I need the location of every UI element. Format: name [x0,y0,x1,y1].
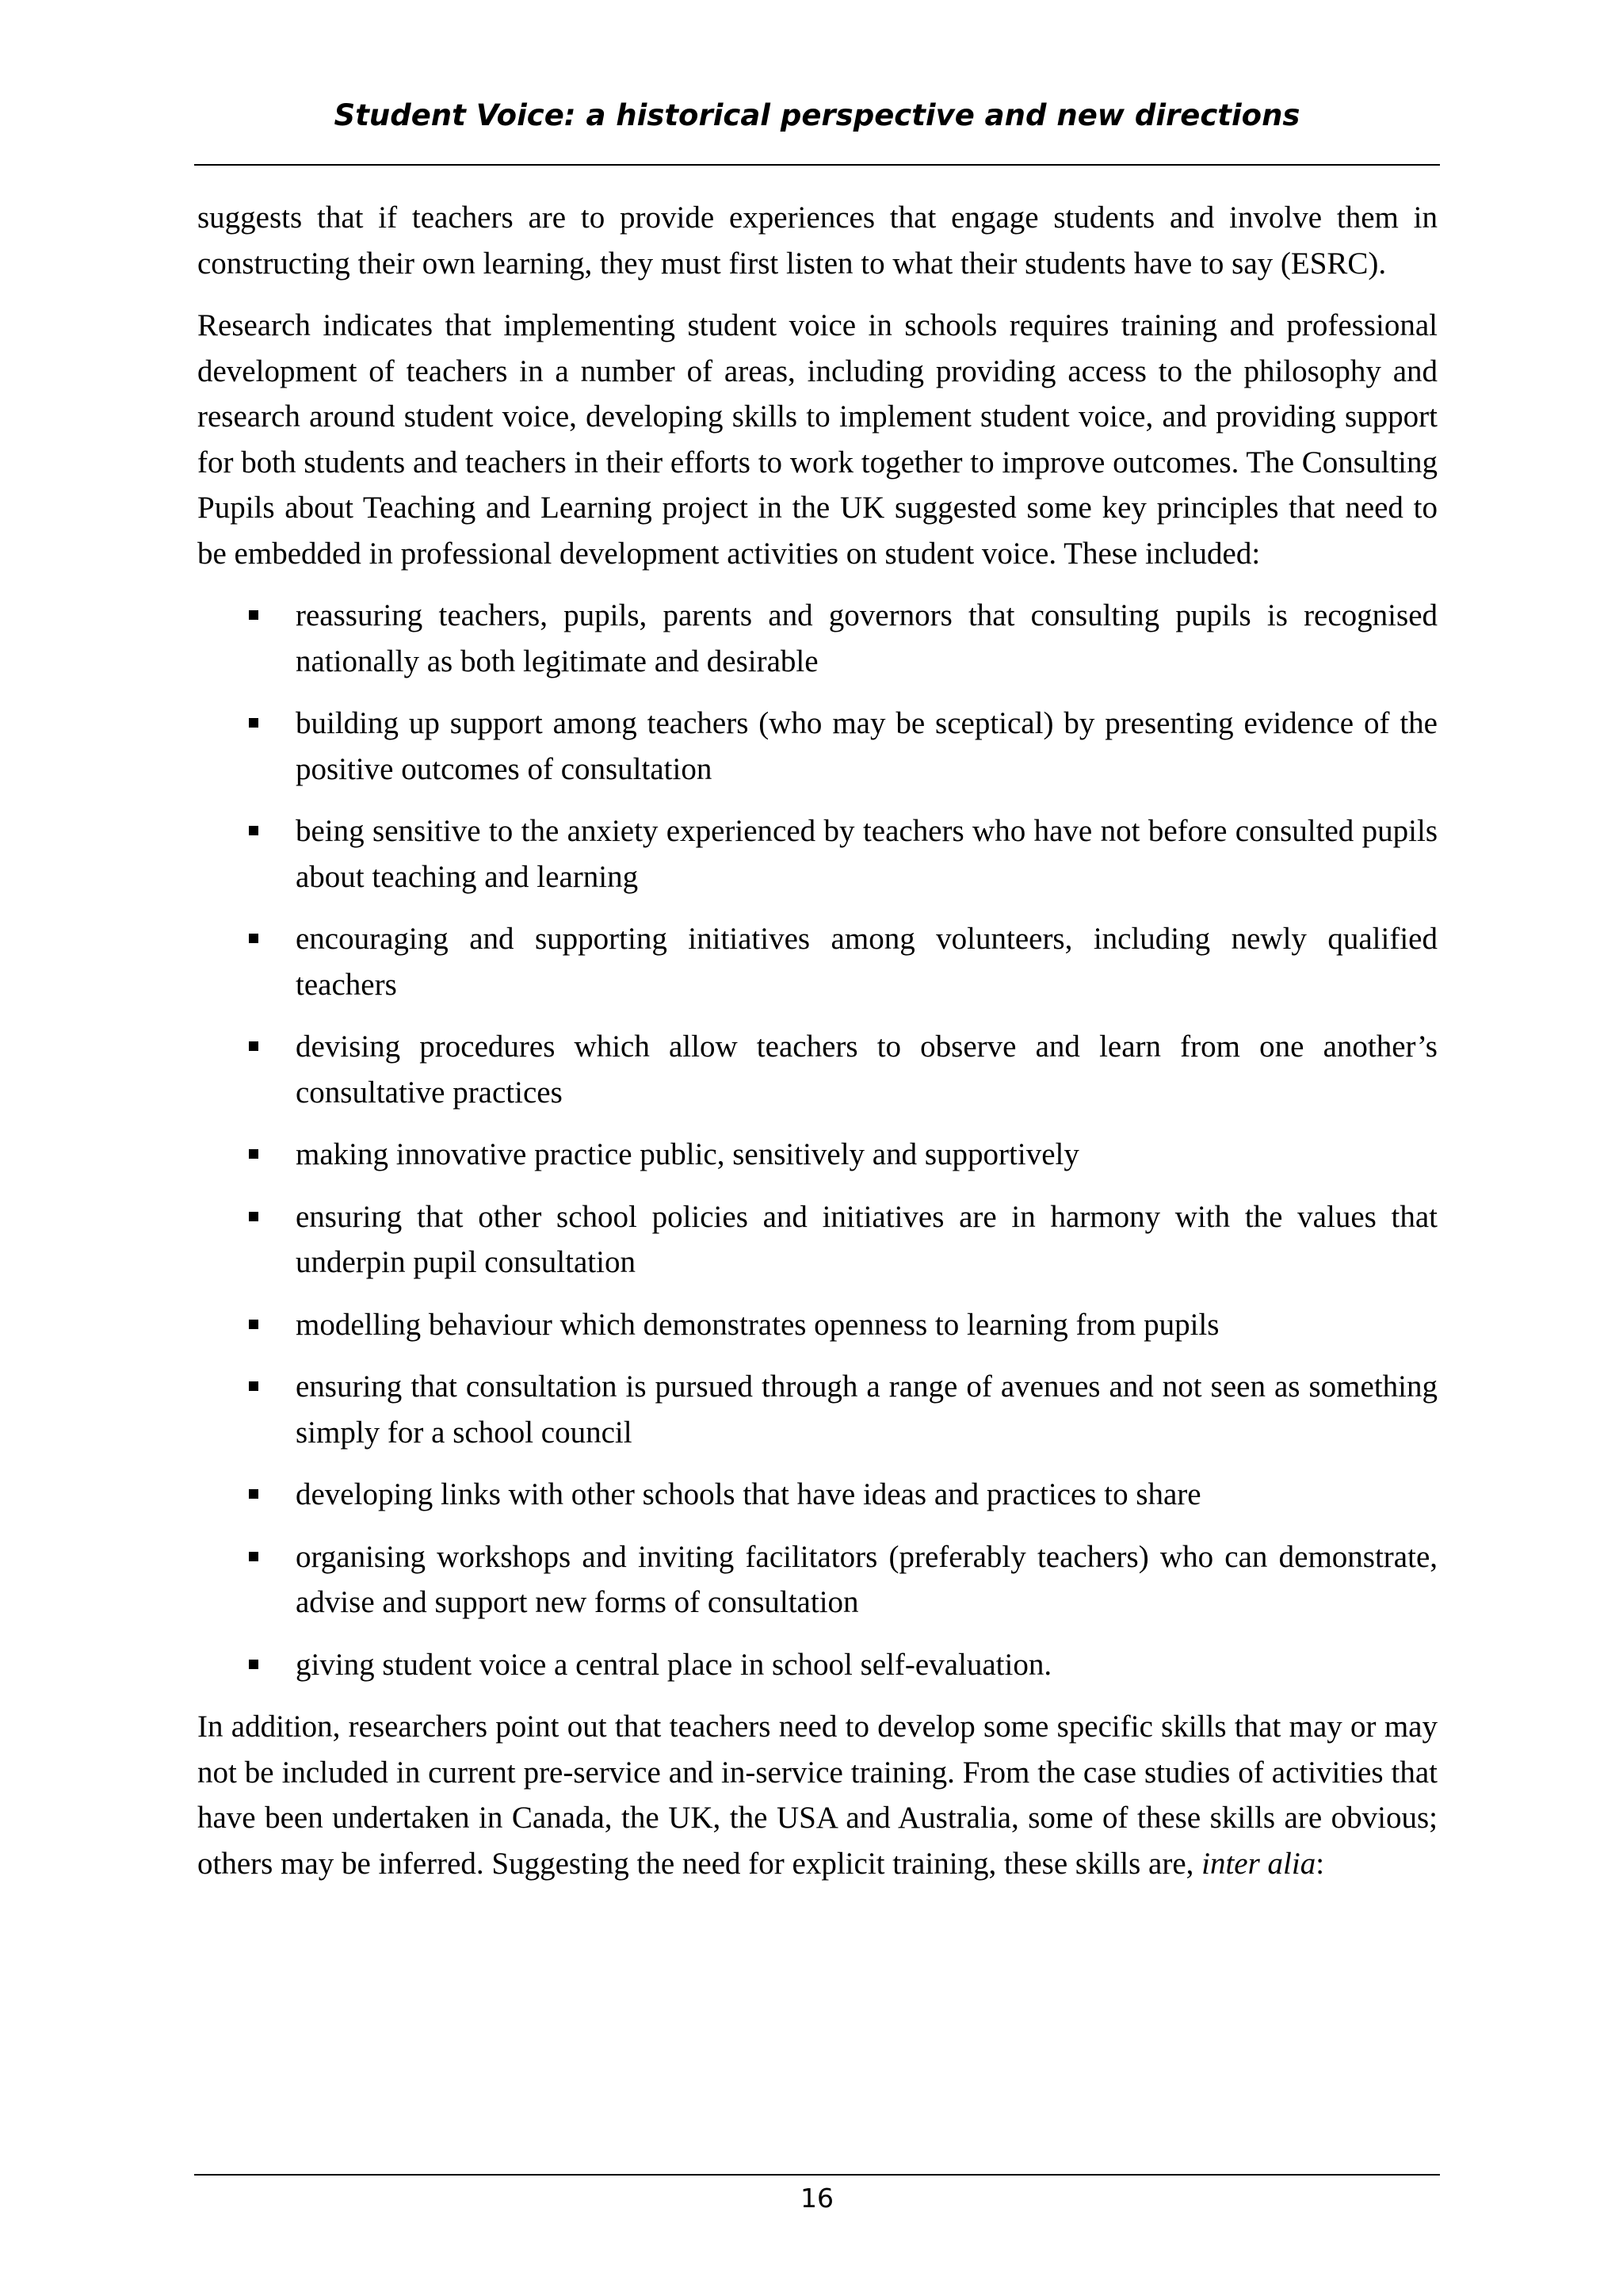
list-item [197,1534,1438,1626]
running-header-title: Student Voice: a historical perspective and new directions [334,98,1300,132]
square-bullet-icon [249,1660,258,1669]
list-item [197,808,1438,900]
list-item [197,1024,1438,1115]
list-item [197,1194,1438,1286]
principles-list [197,593,1438,1687]
paragraph-continuation: suggests that if teachers are to provide experiences that engage students and involve them in constructing their own learning, they must first listen to what their students have to say (ESRC). [197,201,1438,281]
list-item-text: encouraging and supporting initiatives among volunteers, including newly qualified teachers [296,922,1438,1002]
square-bullet-icon [249,1552,258,1561]
square-bullet-icon [249,1212,258,1221]
list-item-text: developing links with other schools that have ideas and practices to share [296,1477,1201,1511]
list-item [197,1472,1438,1518]
list-item-text: reassuring teachers, pupils, parents and governors that consulting pupils is recognised nationally as both legitimate and desirable [296,598,1438,678]
paragraph-end-colon: : [1316,1846,1325,1881]
list-item [197,593,1438,684]
page-number: 16 [800,2183,834,2214]
square-bullet-icon [249,610,258,620]
paragraph-in-addition [197,1704,1438,1886]
square-bullet-icon [249,1149,258,1159]
square-bullet-icon [249,1041,258,1051]
list-item-text: making innovative practice public, sensitively and supportively [296,1137,1079,1171]
list-item-text: organising workshops and inviting facilitators (preferably teachers) who can demonstrate, advise and support new forms of consultation [296,1539,1438,1619]
list-item [197,1364,1438,1455]
square-bullet-icon [249,934,258,943]
square-bullet-icon [249,1320,258,1329]
list-item-text: ensuring that consultation is pursued through a range of avenues and not seen as something simply for a school council [296,1370,1438,1450]
header-divider [194,164,1440,166]
inter-alia-italic: inter alia [1201,1846,1316,1881]
list-item-text: ensuring that other school policies and initiatives are in harmony with the values that underpin pupil consultation [296,1199,1438,1279]
square-bullet-icon [249,1489,258,1499]
list-item-text: giving student voice a central place in school self-evaluation. [296,1647,1052,1682]
list-item [197,1302,1438,1348]
page-body [197,195,1438,1903]
square-bullet-icon [249,718,258,728]
paragraph-research-indicates: Research indicates that implementing student voice in schools requires training and professional development of teachers in a number of areas, including providing access to the philosophy and research around student voice, developing skills to implement student voice, and providing support for both students and teachers in their efforts to work together to improve outcomes. The Consulting Pupils about Teaching and Learning project in the UK suggested some key principles that need to be embedded in professional development activities on student voice. These included: [197,308,1438,571]
paragraph-in-addition-text: In addition, researchers point out that teachers need to develop some specific skills that may or may not be included in current pre-service and in-service training. From the case studies of activities that have been undertaken in Canada, the UK, the USA and Australia, some of these skills are obvious; others may be inferred. Suggesting the need for explicit training, these skills are, [197,1710,1438,1881]
list-item [197,916,1438,1007]
list-item [197,701,1438,792]
list-item [197,1132,1438,1178]
square-bullet-icon [249,1381,258,1391]
footer-divider [194,2174,1440,2176]
list-item-text: being sensitive to the anxiety experienced by teachers who have not before consulted pupils about teaching and learning [296,814,1438,894]
list-item-text: building up support among teachers (who may be sceptical) by presenting evidence of the positive outcomes of consultation [296,706,1438,786]
list-item [197,1642,1438,1688]
list-item-text: modelling behaviour which demonstrates openness to learning from pupils [296,1307,1220,1342]
square-bullet-icon [249,826,258,835]
list-item-text: devising procedures which allow teachers to observe and learn from one another’s consultative practices [296,1030,1438,1110]
